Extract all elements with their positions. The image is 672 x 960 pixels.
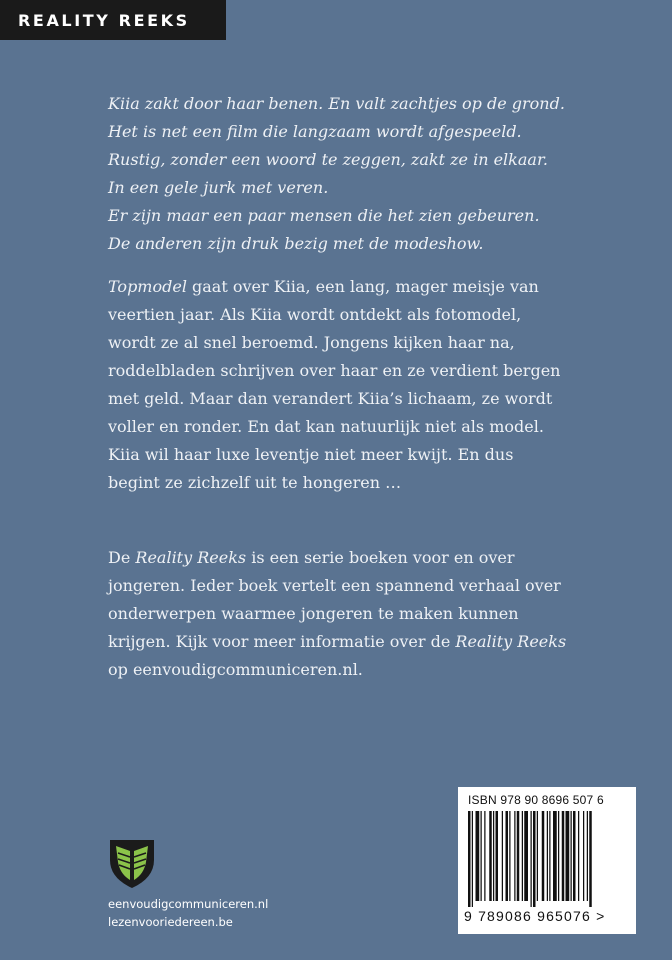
barcode-box <box>458 787 636 934</box>
book-blurb <box>108 273 568 497</box>
blurb-text: gaat over Kiia, een lang, mager meisje van veertien jaar. Als Kiia wordt ontdekt als fotomodel, wordt ze al snel beroemd. Jongens kijken haar na, roddelbladen schrijven over haar en ze verdient bergen met geld. Maar dan verandert Kiia’s lichaam, ze wordt voller en ronder. En dat kan natuurlijk niet als model. Kiia wil haar luxe leventje niet meer kwijt. En dus begint ze zichzelf uit te hongeren … <box>108 277 561 492</box>
barcode-icon <box>464 811 624 907</box>
publisher-links <box>108 895 268 931</box>
excerpt-line: In een gele jurk met veren. <box>108 178 329 197</box>
publisher-link[interactable]: eenvoudigcommuniceren.nl <box>108 897 269 911</box>
excerpt-line: Het is net een film die langzaam wordt afgespeeld. <box>108 122 522 141</box>
series-info <box>108 544 578 684</box>
series-info-text-3: op eenvoudigcommuniceren.nl. <box>108 660 363 679</box>
excerpt-line: Rustig, zonder een woord te zeggen, zakt ze in elkaar. <box>108 150 548 169</box>
series-info-text-1: De <box>108 548 136 567</box>
isbn-label: ISBN 978 90 8696 507 6 <box>468 793 604 807</box>
series-tab-label: REALITY REEKS <box>18 10 190 30</box>
book-title: Topmodel <box>108 277 187 296</box>
excerpt-line: Kiia zakt door haar benen. En valt zachtjes op de grond. <box>108 94 565 113</box>
series-info-paragraph <box>108 544 578 684</box>
excerpt <box>108 90 628 258</box>
blurb-paragraph <box>108 273 568 497</box>
publisher-link[interactable]: lezenvooriedereen.be <box>108 915 233 929</box>
series-info-text-2: is een serie boeken voor en over jongeren. Ieder boek vertelt een spannend verhaal over onderwerpen waarmee jongeren te maken kunnen krijgen. Kijk voor meer informatie over de <box>108 548 561 651</box>
barcode-digits: 9 789086 965076 > <box>464 908 606 924</box>
excerpt-line: Er zijn maar een paar mensen die het zien gebeuren. <box>108 206 540 225</box>
book-shield-logo-icon <box>108 838 156 890</box>
excerpt-line: De anderen zijn druk bezig met de modeshow. <box>108 234 484 253</box>
series-name: Reality Reeks <box>135 548 247 567</box>
series-name: Reality Reeks <box>455 632 567 651</box>
series-tab <box>0 0 226 40</box>
